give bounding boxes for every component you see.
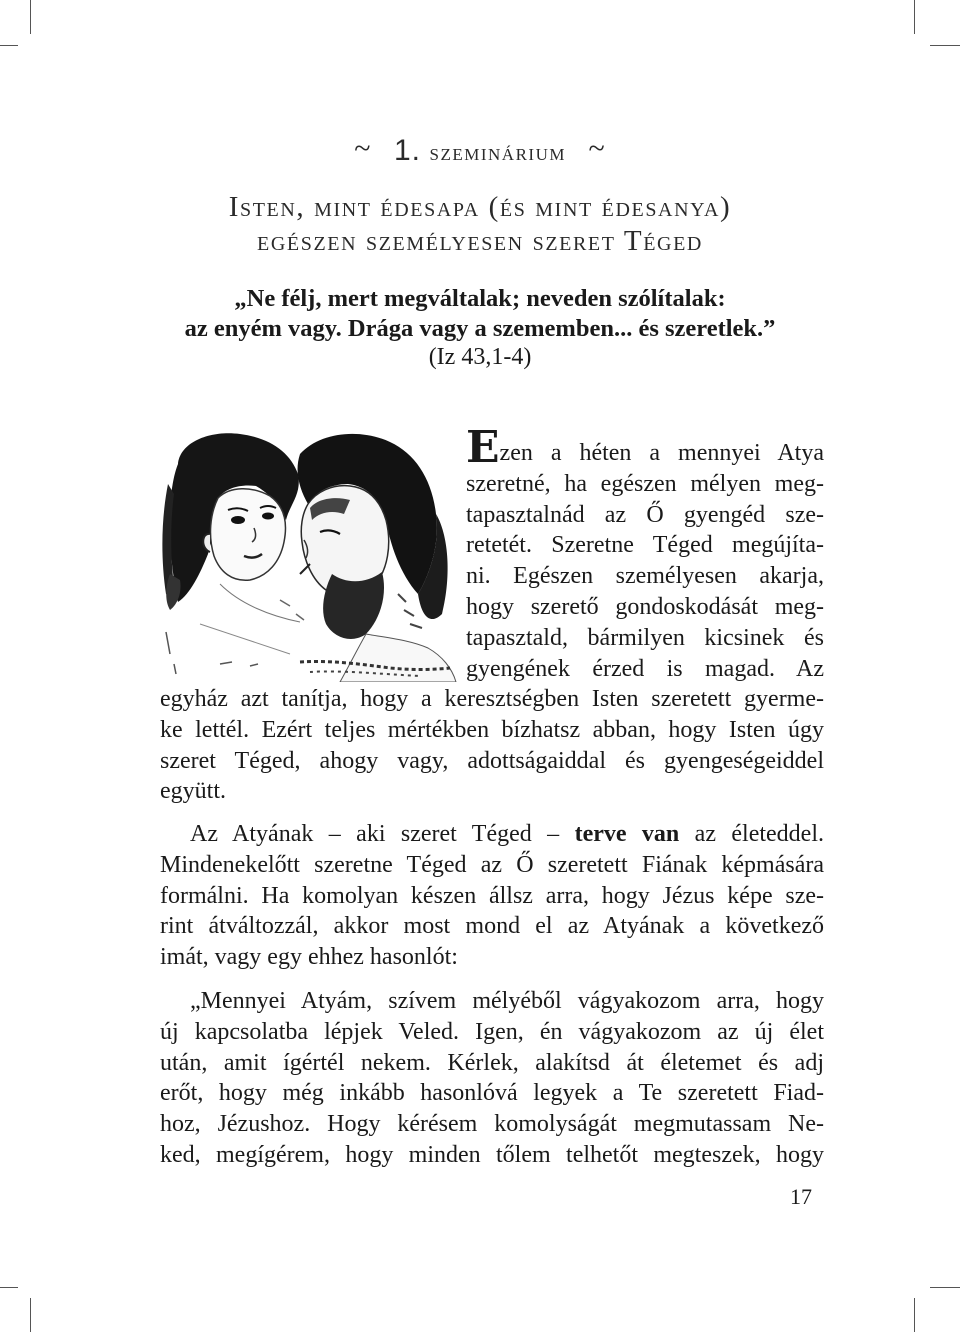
text-line: gyengének érzed is magad. Az — [466, 655, 824, 682]
text-line: hoz, Jézushoz. Hogy kérésem komolyságát megmutassam Ne- — [160, 1111, 824, 1138]
page-title — [0, 190, 960, 258]
text-line: „Mennyei Atyám, szívem mélyéből vágyakozom arra, hogy — [190, 988, 824, 1014]
text-line: után, amit ígértél nekem. Kérlek, alakítsd át életemet és adj — [160, 1049, 824, 1076]
text-line: formálni. Ha komolyan készen állsz arra, hogy Jézus képe sze- — [160, 882, 824, 909]
text-line: ked, megígérem, hogy minden tőlem telhetőt megteszek, hogy — [160, 1141, 824, 1168]
crop-mark-top-right — [914, 0, 915, 34]
crop-mark-bottom-right — [914, 1298, 915, 1332]
paragraph-2 — [160, 819, 824, 973]
title-line-1: Isten, mint édesapa (és mint édesanya) — [228, 191, 732, 223]
epigraph-line-2: az enyém vagy. Drága vagy a szememben... és szeretlek.” — [184, 315, 776, 342]
title-line-2: egészen személyesen szeret Téged — [257, 225, 703, 257]
tilde-ornament-left: ~ — [354, 132, 372, 165]
crop-mark-bottom-left-h — [0, 1287, 18, 1288]
text-line-content: zen a héten a mennyei Atya — [499, 440, 824, 466]
epigraph-reference: (Iz 43,1-4) — [428, 344, 532, 370]
text-segment: az életeddel. — [679, 821, 824, 847]
text-line: retetét. Szeretne Téged megújíta- — [466, 532, 824, 559]
text-line — [466, 422, 824, 473]
text-line: szeret Téged, ahogy vagy, adottságaiddal és gyengeségeiddel — [160, 747, 824, 774]
paragraph-1-wrapped — [466, 422, 824, 684]
epigraph-quote — [0, 284, 960, 344]
text-line: egyház azt tanítja, hogy a keresztségben Isten szeretett gyerme- — [160, 686, 824, 712]
text-line: ni. Egészen személyesen akarja, — [466, 563, 824, 590]
father-child-illustration — [160, 424, 460, 682]
text-line: tapasztalnád az Ő gyengéd sze- — [466, 501, 824, 528]
text-line: ke lettél. Ezért teljes mértékben bízhatsz abban, hogy Isten úgy — [160, 716, 824, 743]
paragraph-3-prayer — [160, 986, 824, 1171]
crop-mark-top-left — [30, 0, 31, 34]
crop-mark-top-left-h — [0, 45, 18, 46]
text-line — [160, 819, 824, 850]
crop-mark-bottom-left — [30, 1298, 31, 1332]
text-line: tapasztald, bármilyen kicsinek és — [466, 624, 824, 651]
page-number: 17 — [790, 1184, 812, 1209]
text-line: együtt. — [160, 778, 226, 805]
epigraph-line-1: „Ne félj, mert megváltalak; neveden szólítalak: — [234, 285, 726, 312]
tilde-ornament-right: ~ — [588, 132, 606, 165]
text-line: új kapcsolatba lépjek Veled. Igen, én vágyakozom az új élet — [160, 1018, 824, 1045]
crop-mark-bottom-right-h — [930, 1287, 960, 1288]
text-line: szeretné, ha egészen mélyen meg- — [466, 470, 824, 497]
seminar-number: 1. — [394, 134, 422, 167]
text-line: Mindenekelőtt szeretne Téged az Ő szeretett Fiának képmására — [160, 851, 824, 878]
drop-cap: E — [466, 422, 500, 473]
paragraph-1-continued — [160, 684, 824, 807]
text-line: rint átváltozzál, akkor most mond el az Atyának a következő — [160, 913, 824, 940]
seminar-heading — [0, 132, 960, 168]
seminar-word: szeminárium — [429, 140, 566, 166]
text-segment: Az Atyának – aki szeret Téged – — [190, 821, 575, 847]
text-line: erőt, hogy még inkább hasonlóvá legyek a Te szeretett Fiad- — [160, 1080, 824, 1107]
text-line: imát, vagy egy ehhez hasonlót: — [160, 944, 458, 971]
bold-phrase: terve van — [574, 821, 680, 847]
crop-mark-top-right-h — [930, 45, 960, 46]
text-line: hogy szerető gondoskodását meg- — [466, 593, 824, 620]
